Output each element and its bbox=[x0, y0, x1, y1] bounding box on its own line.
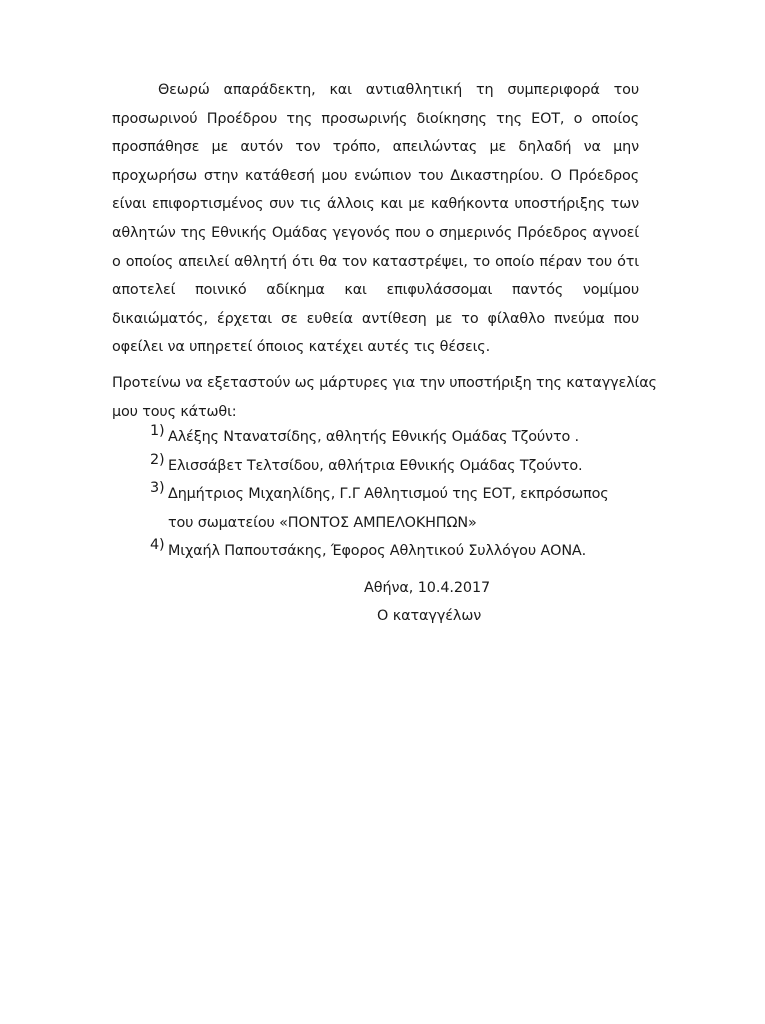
signature-place-date: Αθήνα, 10.4.2017 bbox=[364, 580, 491, 596]
paragraph-line: προσωρινού Προέδρου της προσωρινής διοίκησης της ΕΟΤ, ο οποίος bbox=[112, 110, 639, 127]
list-item-number: 3) bbox=[150, 480, 165, 497]
paragraph-line: προσπάθησε με αυτόν τον τρόπο, απειλώντας με δηλαδή να μην bbox=[112, 139, 639, 156]
list-item bbox=[0, 480, 765, 537]
paragraph-line: μου τους κάτωθι: bbox=[112, 403, 237, 420]
list-item bbox=[0, 537, 765, 566]
paragraph-line: Προτείνω να εξεταστούν ως μάρτυρες για την υποστήριξη της καταγγελίας bbox=[112, 375, 657, 391]
list-item-line: Μιχαήλ Παπουτσάκης, Έφορος Αθλητικού Συλλόγου ΑΟΝΑ. bbox=[168, 543, 587, 560]
paragraph-line: προχωρήσω στην κατάθεσή μου ενώπιον του Δικαστηρίου. Ο Πρόεδρος bbox=[112, 167, 639, 184]
signature-role: Ο καταγγέλων bbox=[377, 608, 482, 624]
list-item-line: του σωματείου «ΠΟΝΤΟΣ ΑΜΠΕΛΟΚΗΠΩΝ» bbox=[168, 514, 477, 531]
list-item-line: Δημήτριος Μιχαηλίδης, Γ.Γ Αθλητισμού της ΕΟΤ, εκπρόσωπος bbox=[168, 486, 609, 503]
list-item-text bbox=[168, 480, 638, 537]
list-item-text bbox=[168, 452, 638, 481]
list-item-number: 4) bbox=[150, 537, 165, 554]
witnesses-intro-paragraph bbox=[112, 369, 657, 426]
paragraph-line: ο οποίος απειλεί αθλητή ότι θα τον καταστρέψει, το οποίο πέραν του ότι bbox=[112, 253, 639, 270]
list-item bbox=[0, 423, 765, 452]
list-item-text bbox=[168, 537, 638, 566]
list-item-text bbox=[168, 423, 638, 452]
list-item-line: Αλέξης Ντανατσίδης, αθλητής Εθνικής Ομάδας Τζούντο . bbox=[168, 429, 579, 445]
witness-list bbox=[0, 423, 765, 566]
paragraph-line: οφείλει να υπηρετεί όποιος κατέχει αυτές τις θέσεις. bbox=[112, 339, 491, 356]
list-item-number: 1) bbox=[150, 423, 165, 439]
paragraph-line: Θεωρώ απαράδεκτη, και αντιαθλητική τη συμπεριφορά του bbox=[158, 82, 639, 98]
list-item bbox=[0, 452, 765, 481]
paragraph-line: δικαιώματός, έρχεται σε ευθεία αντίθεση με το φίλαθλο πνεύμα που bbox=[112, 310, 639, 327]
paragraph-line: αθλητών της Εθνικής Ομάδας γεγονός που ο σημερινός Πρόεδρος αγνοεί bbox=[112, 224, 639, 241]
paragraph-line: είναι επιφορτισμένος συν τις άλλοις και με καθήκοντα υποστήριξης των bbox=[112, 196, 639, 213]
list-item-number: 2) bbox=[150, 451, 165, 468]
paragraph-line: αποτελεί ποινικό αδίκημα και επιφυλάσσομαι παντός νομίμου bbox=[112, 282, 639, 299]
list-item-line: Ελισσάβετ Τελτσίδου, αθλήτρια Εθνικής Ομάδας Τζούντο. bbox=[168, 457, 583, 474]
complaint-paragraph bbox=[112, 76, 639, 362]
